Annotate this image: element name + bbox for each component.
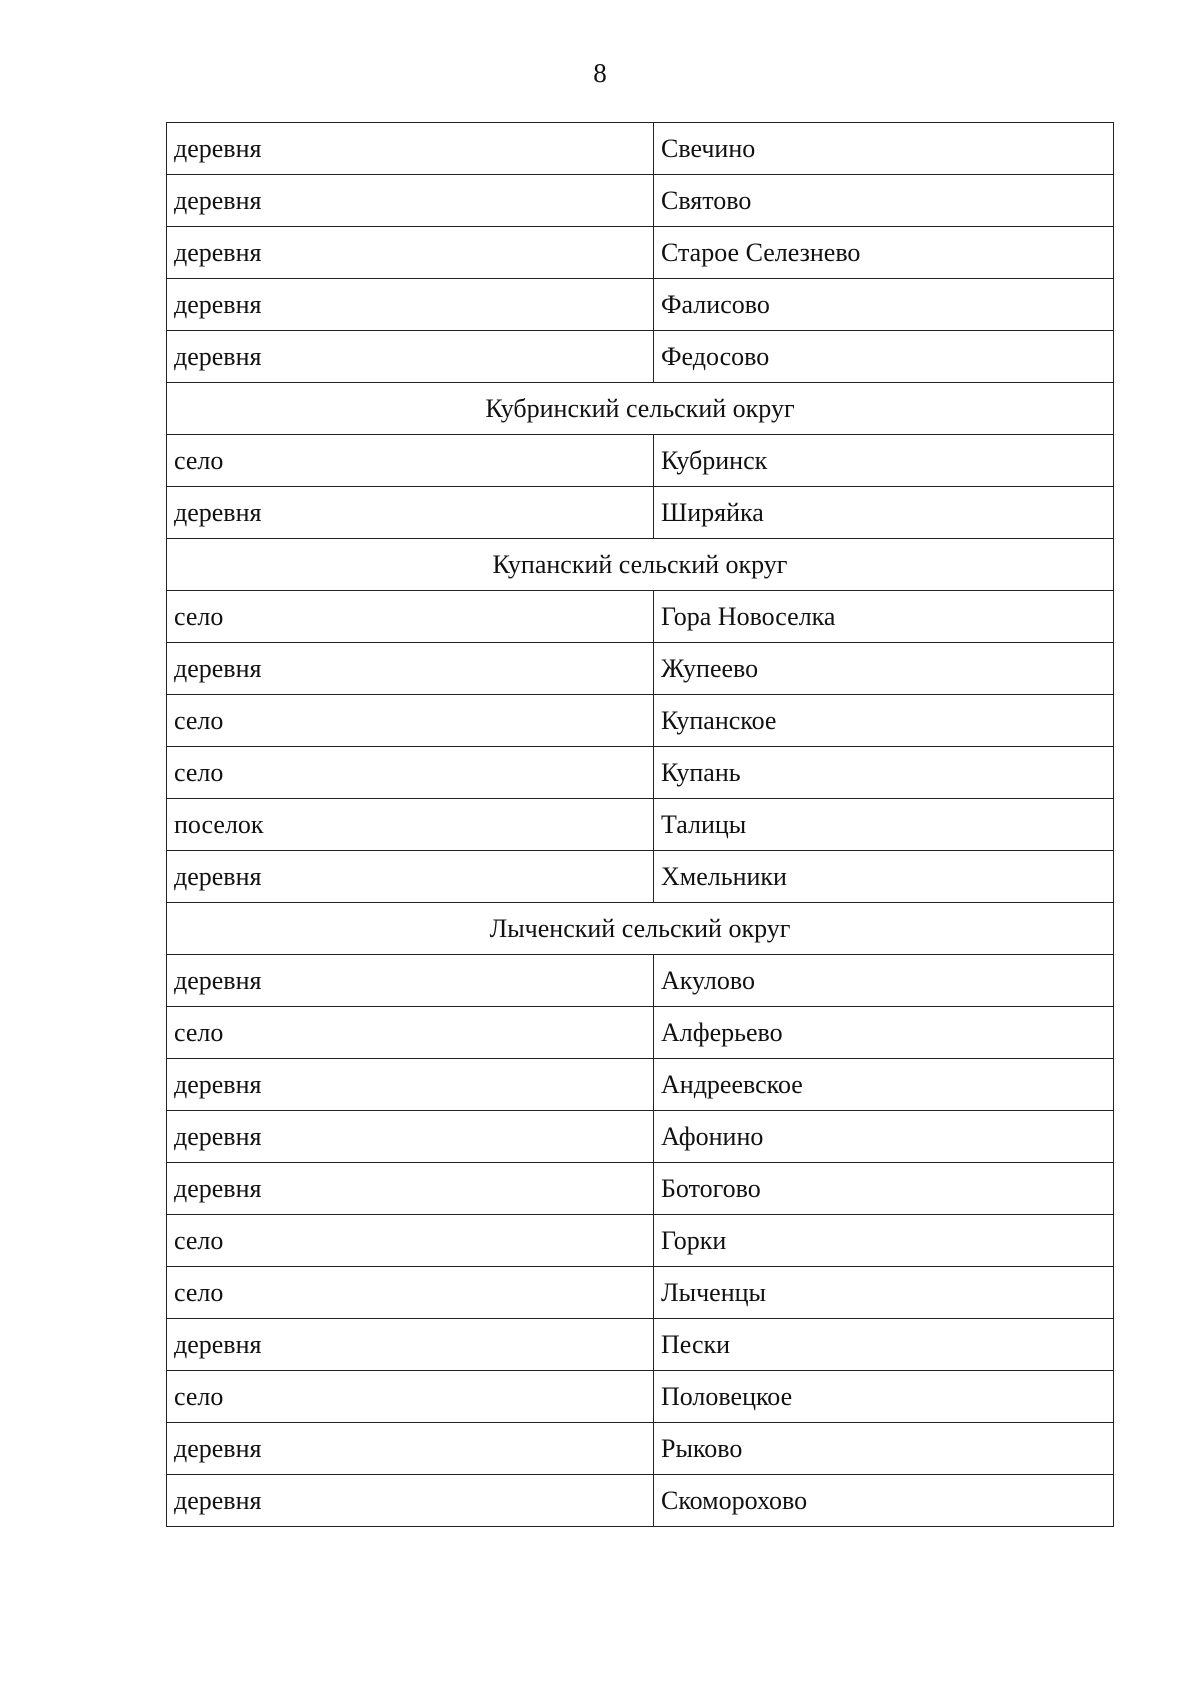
table-row: [167, 591, 1114, 643]
settlement-name-cell: Ботогово: [654, 1163, 1114, 1215]
settlement-name-cell: Гора Новоселка: [654, 591, 1114, 643]
settlement-type-cell: деревня: [167, 1319, 654, 1371]
settlement-name-cell: Свечино: [654, 123, 1114, 175]
settlement-type-cell: деревня: [167, 1163, 654, 1215]
table-row: [167, 1111, 1114, 1163]
table-row: [167, 695, 1114, 747]
settlement-type-cell: деревня: [167, 331, 654, 383]
settlement-name-cell: Пески: [654, 1319, 1114, 1371]
table-row: [167, 851, 1114, 903]
table-row: [167, 1059, 1114, 1111]
settlement-type-cell: деревня: [167, 175, 654, 227]
settlement-name-cell: Жупеево: [654, 643, 1114, 695]
settlement-type-cell: село: [167, 1267, 654, 1319]
district-header-row: [167, 383, 1114, 435]
table-row: [167, 799, 1114, 851]
district-header-row: [167, 539, 1114, 591]
settlement-type-cell: село: [167, 591, 654, 643]
settlement-type-cell: село: [167, 695, 654, 747]
table-row: [167, 279, 1114, 331]
table-row: [167, 435, 1114, 487]
settlement-name-cell: Лыченцы: [654, 1267, 1114, 1319]
table-row: [167, 487, 1114, 539]
settlement-name-cell: Афонино: [654, 1111, 1114, 1163]
table-row: [167, 1371, 1114, 1423]
settlement-type-cell: деревня: [167, 279, 654, 331]
table-row: [167, 955, 1114, 1007]
settlements-table: [166, 122, 1114, 1527]
settlement-type-cell: село: [167, 1371, 654, 1423]
district-title: Лыченский сельский округ: [167, 903, 1114, 955]
settlement-type-cell: деревня: [167, 123, 654, 175]
settlement-type-cell: деревня: [167, 643, 654, 695]
settlement-name-cell: Половецкое: [654, 1371, 1114, 1423]
settlement-name-cell: Талицы: [654, 799, 1114, 851]
settlement-name-cell: Кубринск: [654, 435, 1114, 487]
settlement-name-cell: Рыково: [654, 1423, 1114, 1475]
settlement-type-cell: деревня: [167, 227, 654, 279]
settlement-type-cell: село: [167, 1007, 654, 1059]
table-row: [167, 1215, 1114, 1267]
settlement-name-cell: Купанское: [654, 695, 1114, 747]
settlement-name-cell: Горки: [654, 1215, 1114, 1267]
table-row: [167, 227, 1114, 279]
settlement-type-cell: село: [167, 1215, 654, 1267]
settlement-name-cell: Скоморохово: [654, 1475, 1114, 1527]
settlement-type-cell: деревня: [167, 1475, 654, 1527]
table-row: [167, 1007, 1114, 1059]
settlement-type-cell: деревня: [167, 851, 654, 903]
table-row: [167, 1163, 1114, 1215]
page-number: 8: [593, 58, 607, 88]
settlement-name-cell: Старое Селезнево: [654, 227, 1114, 279]
table-row: [167, 123, 1114, 175]
table-row: [167, 1319, 1114, 1371]
district-title: Купанский сельский округ: [167, 539, 1114, 591]
table-row: [167, 1267, 1114, 1319]
district-header-row: [167, 903, 1114, 955]
settlement-name-cell: Фалисово: [654, 279, 1114, 331]
settlement-type-cell: деревня: [167, 487, 654, 539]
settlement-type-cell: село: [167, 747, 654, 799]
settlement-type-cell: деревня: [167, 1423, 654, 1475]
settlement-type-cell: село: [167, 435, 654, 487]
settlement-type-cell: деревня: [167, 1059, 654, 1111]
table-row: [167, 175, 1114, 227]
settlement-name-cell: Ширяйка: [654, 487, 1114, 539]
settlement-type-cell: деревня: [167, 1111, 654, 1163]
settlement-name-cell: Акулово: [654, 955, 1114, 1007]
table-row: [167, 1475, 1114, 1527]
settlement-name-cell: Святово: [654, 175, 1114, 227]
settlement-name-cell: Андреевское: [654, 1059, 1114, 1111]
table-row: [167, 331, 1114, 383]
table-row: [167, 747, 1114, 799]
settlement-name-cell: Хмельники: [654, 851, 1114, 903]
table-row: [167, 1423, 1114, 1475]
settlement-name-cell: Купань: [654, 747, 1114, 799]
table-body: [167, 123, 1114, 1527]
table-row: [167, 643, 1114, 695]
settlement-type-cell: поселок: [167, 799, 654, 851]
settlement-name-cell: Алферьево: [654, 1007, 1114, 1059]
district-title: Кубринский сельский округ: [167, 383, 1114, 435]
settlement-name-cell: Федосово: [654, 331, 1114, 383]
settlement-type-cell: деревня: [167, 955, 654, 1007]
